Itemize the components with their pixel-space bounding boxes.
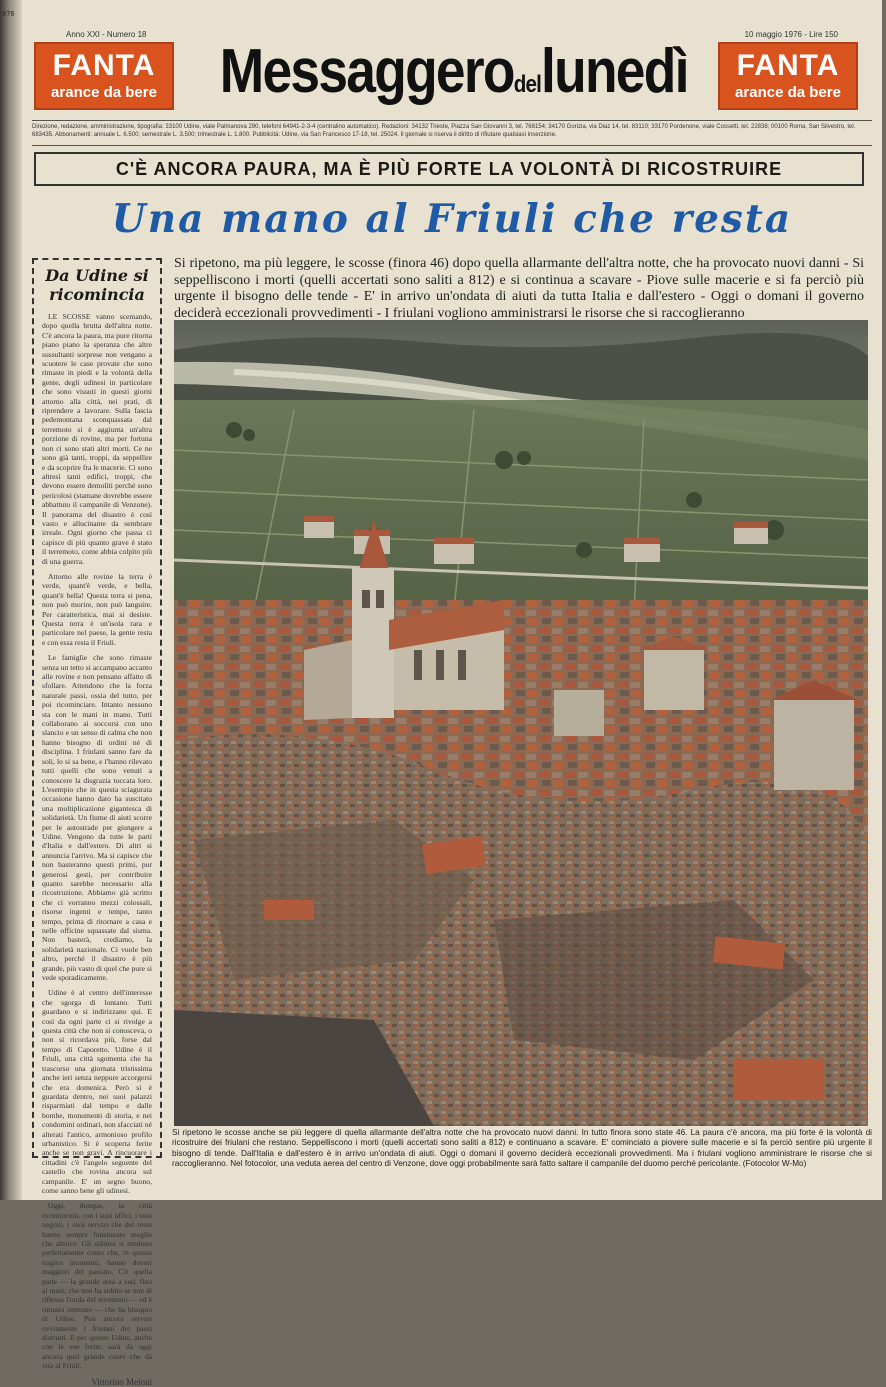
ad-brand: FANTA <box>736 49 840 82</box>
aerial-photo-illustration <box>174 320 868 1126</box>
side-article-title: Da Udine si ricomincia <box>45 266 149 304</box>
side-article-byline: Vittorino Meloni <box>91 1376 152 1387</box>
page-edge-strip <box>0 0 22 1200</box>
kicker-headline: C'È ANCORA PAURA, MA È PIÙ FORTE LA VOLONTÀ DI RICOSTRUIRE <box>34 152 864 186</box>
standfirst: Si ripetono, ma più leggere, le scosse (finora 46) dopo quella allarmante dell'altra notte, che ha provocato nuovi danni - Si seppelliscono i morti (quelli accertati sono saliti a 812) e si continua a scavare - Piove sulle macerie e si fa perciò più urgente il bisogno delle tende - E' in arrivo un'ondata di aiuti da tutta Italia e dall'estero - Oggi o domani il governo deciderà eccezionali provvedimenti - I friulani vogliono amministrarsi le risorse che si raccoglieranno <box>174 256 864 321</box>
side-article-body <box>42 312 152 1371</box>
date-price: 10 maggio 1976 - Lire 150 <box>744 30 838 39</box>
ad-tagline: arance da bere <box>735 84 841 101</box>
main-headline: Una mano al Friuli che resta <box>111 196 793 242</box>
edge-text: 976 <box>2 10 15 18</box>
aerial-photo-venzone <box>174 320 868 1126</box>
ad-tagline: arance da bere <box>51 84 157 101</box>
side-article-paragraph: Oggi, dunque, la città ricomincerà, con i suoi uffici, i suoi negozi, i suoi servizi che del resto hanno sempre funzionato meglio che altrove. Gli udinesi si rendono perfettamente conto che, in questo tragico momento, hanno doveri maggiori del passato. C'è quella parte — la grande area a sud, fino al mare, che non ha subito se non di riflesso l'onda del terremoto — ed è rimasta immune — che ha bisogno di Udine. Può ancora servire ovviamente i friulani dei paesi distrutti. E per questo Udine, anche con le sue ferite, sarà da oggi ancora quel grande cuore che dà vita al Friuli. <box>42 1201 152 1371</box>
side-article <box>32 258 162 1387</box>
side-article-paragraph: Attorno alle rovine la terra è verde, quant'è verde, e bella, quant'è bella! Questa terra si pena, non può morire, non può languire. Per caratteristica, mai si desiste. Questa terra è un'isola rara e particolare nel paese, la gente resta e con essa resta il Friuli. <box>42 571 152 647</box>
masthead-part3: lunedì <box>541 37 688 106</box>
newspaper-page <box>22 0 882 1387</box>
issue-number: Anno XXI - Numero 18 <box>66 30 147 39</box>
masthead-part1: Messaggero <box>219 37 514 106</box>
masthead-part2: del <box>513 71 542 98</box>
imprint-line: Direzione, redazione, amministrazione, tipografia: 33100 Udine, viale Palmanova 290, telefoni 64941-2-3-4 (centralino automatico). Redazioni: 34132 Trieste, Piazza San Giovanni 3, tel. 768154; 34170 Gorizia, via Diaz 14, tel. 83110; 33170 Pordenone, viale Cossetti, tel. 22838; 00100 Roma, San Silvestro, tel. 683435. Abbonamenti: annuale L. 6.500; semestrale L. 3.500; trimestrale L. 1.800. Pubblicità: Udine, via San Francesco 17-18, tel. 25024. Il giornale si riserva il diritto di rifiutare qualsiasi inserzione. <box>32 120 872 146</box>
fanta-ad-right <box>718 42 858 110</box>
side-article-paragraph: LE SCOSSE vanno scemando, dopo quella brutta dell'altra notte. C'è ancora la paura, ma pure ritorna piano piano la speranza che altre sussultanti sorprese non vengano a scuotere le case provate che sono rimaste in piedi e la volontà della gente, degli udinesi in particolare che sono vissuti in questi giorni attorno alla città, nei prati, di riprendere a lavorare. Sulla fascia pedemontana sconquassata dal terremoto si è aggiunta un'altra porzione di rovine, ma per fortuna non ci sono stati altri morti. Ce ne sono già tanti, troppi, da seppellire e da scoprire fra le macerie. Ci sono altresì tanti edifici, troppi, che devono essere demoliti perché sono pericolosi (stamane dovrebbe essere abbattuto il campanile di Venzone). Il panorama del disastro è così vasto e allucinante da sembrare irreale. Ogni giorno che passa ci capisce di più quanto grave è stato il terremoto, come abbia colpito più di una guerra. <box>42 312 152 566</box>
ad-brand: FANTA <box>52 49 156 82</box>
masthead <box>219 36 688 116</box>
photo-caption: Si ripetono le scosse anche se più leggere di quella allarmante dell'altra notte che ha provocato nuovi danni. In tutto finora sono state 46. La paura c'è ancora, ma più forte è la volontà di ricostruire dei friulani che restano. Seppelliscono i morti (quelli accertati sono saliti a 812) e continuano a scavare. E' cominciato a piovere sulle macerie e si fa perciò sentire più urgente il bisogno di tende. Dall'Italia e dall'estero è in arrivo un'ondata di aiuti. Oggi o domani il governo deciderà eccezionali provvedimenti. Ma i friulani vogliono amministrare le risorse che si raccoglieranno. Nel fotocolor, una veduta aerea del centro di Venzone, dove oggi probabilmente sarà fatto saltare il campanile del duomo perché pericolante. (Fotocolor W-Mo) <box>172 1128 872 1169</box>
fanta-ad-left <box>34 42 174 110</box>
side-article-paragraph: Le famiglie che sono rimaste senza un tetto si accampano accanto alle rovine e non pensano affatto di sfollare. Attendono che la forza naturale passi, ossia del tutto, per poi ricominciare. Intanto nessuno sta con le mani in mano. Tutti collaborano ai soccorsi con uno slancio e un senso di calma che non hanno bisogno di ordini né di disciplina. I friulani sanno fare da soli, lo si sa bene, e l'hanno rilevato tutti quelli che sono venuti a conoscere la disgrazia toccata loro. L'esempio che in questa sciagurata occasione hanno dato ha suscitato una moltiplicazione gigantesca di solidarietà. Un fiume di aiuti scorre per le autostrade per giungere a Udine. Vengono da tutte le parti d'Italia e dall'estero. Di altri si annuncia l'arrivo. Ma si capisce che non basteranno questi primi, pur generosi gesti, per contribuire quanto sarebbe necessario alla ricostruzione. Abbiamo già scritto che ci vorranno mezzi colossali, risorse ingenti e tempo, tanto tempo, prima di ritornare a casa e nelle officine squassate dal sisma. Non basterà, crediamo, la solidarietà nazionale. Ci vuole ben altro, perché il disastro è più grande, più vasto di quel che pure si vede sporadicamente. <box>42 653 152 983</box>
side-article-paragraph: Udine è al centro dell'interesse che sgorga di lontano. Tutti guardano e si indirizzano qui. E così da ogni parte ci si rivolge a questa città che non si conosceva, o non si ricordava più, forse dal tempo di Caporetto. Udine è il Friuli, una città sgomenta che ha trascorso una giornata tristissima anche ieri senza neppure accorgersi che era domenica. Però si è guardata dentro, nei suoi palazzi risparmiati dal tempo e dalle bombe, monumenti di storia, e nei condomini ordinari, non sfacciati né alterati l'antico, armonioso profilo urbanistico. Si è scoperta ferite anche se non gravi. A rincuorare i cittadini c'è l'angelo seguente del castello che rovina ancora sul campanile. E' un segno buono, come sanno bene gli udinesi. <box>42 988 152 1195</box>
